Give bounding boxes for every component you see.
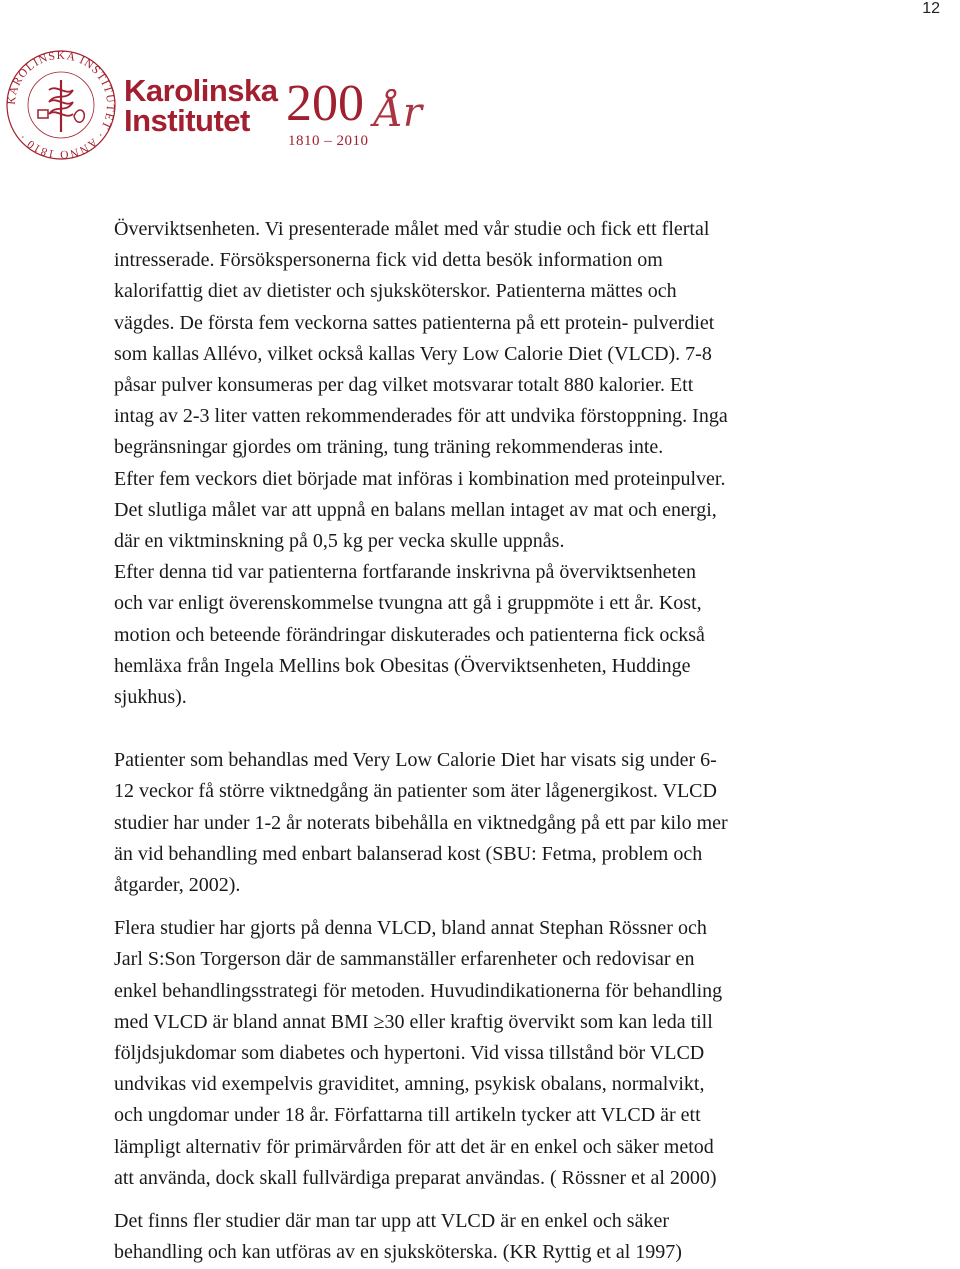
text-line: behandling och kan utföras av en sjuksköterska. (KR Ryttig et al 1997) bbox=[114, 1241, 682, 1264]
text-line: enkel behandlingsstrategi för metoden. Huvudindikationerna för behandling bbox=[114, 979, 723, 1002]
anniversary-word: År bbox=[374, 90, 423, 136]
text-line: vägdes. De första fem veckorna sattes patienterna på ett protein- pulverdiet bbox=[114, 311, 715, 334]
karolinska-logo bbox=[124, 73, 278, 138]
text-line: intresserade. Försökspersonerna fick vid detta besök information om bbox=[114, 249, 663, 272]
header bbox=[0, 48, 440, 168]
text-line: Överviktsenheten. Vi presenterade målet med vår studie och fick ett flertal bbox=[114, 218, 710, 240]
text-line: och var enligt överenskommelse tvungna att gå i gruppmöte i ett år. Kost, bbox=[114, 592, 702, 615]
text-line: Det slutliga målet var att uppnå en balans mellan intaget av mat och energi, bbox=[114, 498, 717, 521]
text-line: och ungdomar under 18 år. Författarna till artikeln tycker att VLCD är ett bbox=[114, 1104, 701, 1127]
paragraph-2 bbox=[114, 745, 834, 901]
text-line: intag av 2-3 liter vatten rekommenderades för att undvika förstoppning. Inga bbox=[114, 405, 728, 428]
logo-line-1: Karolinska bbox=[124, 73, 278, 108]
text-line: Patienter som behandlas med Very Low Calorie Diet har visats sig under 6- bbox=[114, 749, 717, 772]
text-line: Efter denna tid var patienterna fortfarande inskrivna på överviktsenheten bbox=[114, 561, 696, 584]
text-line: med VLCD är bland annat BMI ≥30 eller kraftig övervikt som kan leda till bbox=[114, 1010, 713, 1033]
paragraph-3 bbox=[114, 913, 834, 1194]
logo-line-2: Institutet bbox=[124, 103, 250, 138]
text-line: än vid behandling med enbart balanserad kost (SBU: Fetma, problem och bbox=[114, 842, 703, 865]
text-line: undvikas vid exempelvis graviditet, amning, psykisk obalans, normalvikt, bbox=[114, 1073, 705, 1096]
text-line: Efter fem veckors diet började mat införas i kombination med proteinpulver. bbox=[114, 467, 726, 490]
paragraph-4 bbox=[114, 1206, 834, 1268]
text-line: hemläxa från Ingela Mellins bok Obesitas (Överviktsenheten, Huddinge bbox=[114, 654, 691, 677]
paragraph-1 bbox=[114, 214, 834, 713]
text-line: studier har under 1-2 år noterats bibehålla en viktnedgång på ett par kilo mer bbox=[114, 811, 728, 834]
karolinska-seal-logo bbox=[4, 48, 118, 162]
text-line: 12 veckor få större viktnedgång än patienter som äter lågenergikost. VLCD bbox=[114, 780, 717, 803]
text-line: motion och beteende förändringar diskuterades och patienterna fick också bbox=[114, 623, 705, 646]
svg-text:KAROLINSKA INSTITUTET · ANNO 1: KAROLINSKA INSTITUTET · ANNO 1810 · bbox=[5, 49, 117, 161]
text-line: som kallas Allévo, vilket också kallas Very Low Calorie Diet (VLCD). 7-8 bbox=[114, 342, 712, 365]
text-line: påsar pulver konsumeras per dag vilket motsvarar totalt 880 kalorier. Ett bbox=[114, 374, 694, 397]
text-line: följdsjukdomar som diabetes och hypertoni. Vid vissa tillstånd bör VLCD bbox=[114, 1042, 705, 1065]
anniversary-number: 200 bbox=[286, 75, 364, 132]
text-line: Det finns fler studier där man tar upp att VLCD är en enkel och säker bbox=[114, 1210, 669, 1233]
text-line: lämpligt alternativ för primärvården för att det är en enkel och säker metod bbox=[114, 1135, 714, 1158]
anniversary-logo bbox=[286, 76, 436, 156]
text-line: begränsningar gjordes om träning, tung träning rekommenderas inte. bbox=[114, 436, 664, 459]
text-line: sjukhus). bbox=[114, 686, 187, 709]
text-line: där en viktminskning på 0,5 kg per vecka skulle uppnås. bbox=[114, 530, 565, 553]
text-line: åtgarder, 2002). bbox=[114, 874, 241, 897]
body-text bbox=[114, 214, 834, 1269]
text-line: kalorifattig diet av dietister och sjuksköterskor. Patienterna mättes och bbox=[114, 280, 677, 303]
text-line: att använda, dock skall fullvärdiga preparat användas. ( Rössner et al 2000) bbox=[114, 1166, 717, 1189]
text-line: Flera studier har gjorts på denna VLCD, bland annat Stephan Rössner och bbox=[114, 917, 707, 940]
anniversary-years: 1810 – 2010 bbox=[288, 133, 369, 149]
text-line: Jarl S:Son Torgerson där de sammanställer erfarenheter och redovisar en bbox=[114, 948, 695, 971]
page-number: 12 bbox=[922, 0, 940, 17]
